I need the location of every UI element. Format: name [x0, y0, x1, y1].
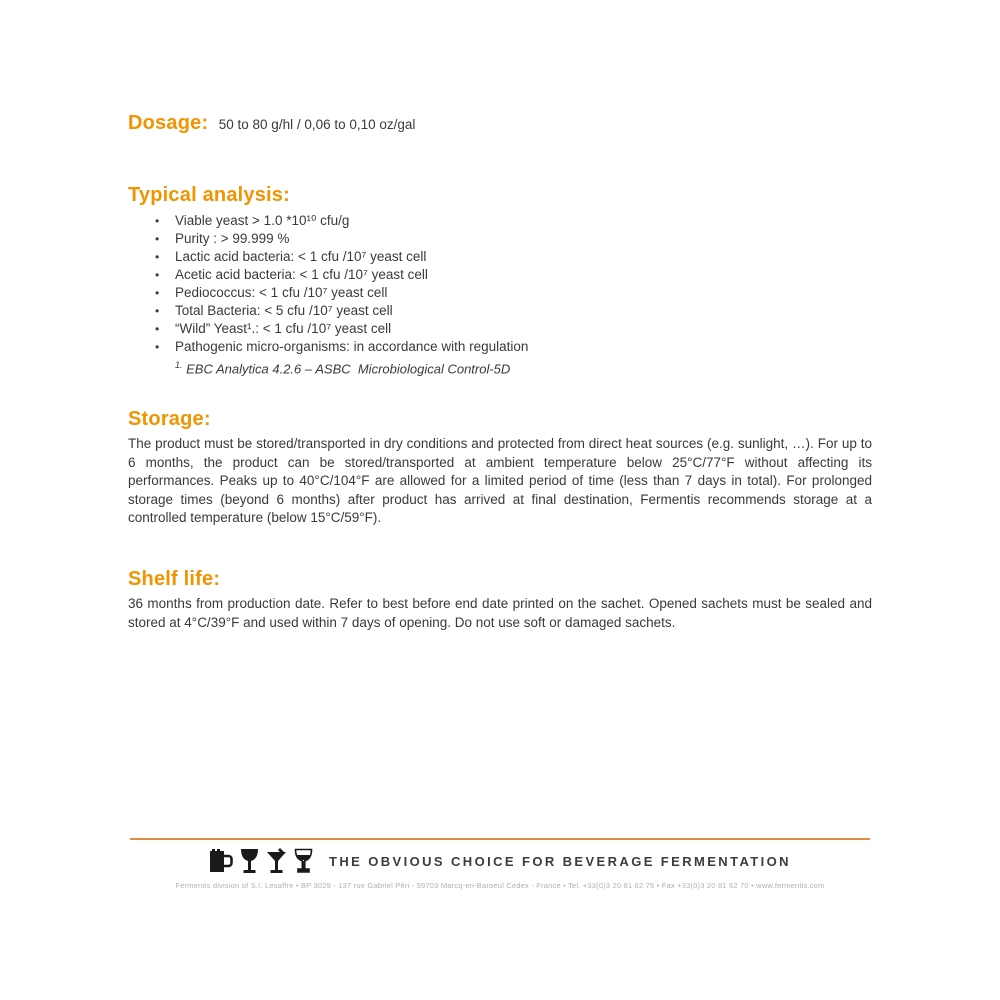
- analysis-list: [128, 212, 872, 356]
- footer-brand-row: [130, 845, 870, 877]
- footer-divider: [130, 838, 870, 840]
- list-item: [128, 266, 872, 284]
- list-item-text: Purity : > 99.999 %: [175, 231, 290, 246]
- dosage-heading: Dosage:: [128, 112, 209, 134]
- brand-tagline: THE OBVIOUS CHOICE FOR BEVERAGE FERMENTATION: [329, 853, 791, 869]
- analysis-footnote: [128, 356, 872, 378]
- beer-mug-icon: [209, 848, 233, 874]
- beverage-icons: [209, 848, 313, 874]
- list-item-text: Viable yeast > 1.0 *10¹⁰ cfu/g: [175, 213, 350, 228]
- bullet-dot: •: [155, 232, 160, 246]
- storage-heading: Storage:: [128, 408, 211, 430]
- list-item: [128, 284, 872, 302]
- bullet-dot: •: [155, 286, 160, 300]
- list-item: [128, 248, 872, 266]
- bullet-dot: •: [155, 322, 160, 336]
- bullet-dot: •: [155, 304, 160, 318]
- shelf-life-paragraph: 36 months from production date. Refer to best before end date printed on the sachet. Opened sachets must be sealed and stored at 4°C/39°F and used within 7 days of opening. Do not use soft or damaged sachets.: [128, 596, 872, 630]
- list-item: [128, 230, 872, 248]
- list-item-text: Pathogenic micro-organisms: in accordance with regulation: [175, 339, 529, 354]
- list-item-text: “Wild” Yeast¹.: < 1 cfu /10⁷ yeast cell: [175, 321, 392, 336]
- typical-analysis-section: [128, 184, 872, 378]
- list-item: [128, 338, 872, 356]
- wine-glass-icon: [240, 848, 259, 874]
- list-item: [128, 212, 872, 230]
- bullet-dot: •: [155, 268, 160, 282]
- shelf-life-section: [128, 568, 872, 632]
- footer-address: Fermentis division of S.I. Lesaffre • BP 3029 - 137 rue Gabriel Péri - 59703 Marcq-en-Baroeul Cedex - France • Tel. +33(0)3 20 81 62 75 • Fax +33(0)3 20 81 62 70 • www.fermentis.com: [175, 881, 825, 890]
- list-item-text: Pediococcus: < 1 cfu /10⁷ yeast cell: [175, 285, 388, 300]
- storage-section: [128, 408, 872, 528]
- storage-paragraph: The product must be stored/transported in dry conditions and protected from direct heat sources (e.g. sunlight, …). For up to 6 months, the product can be stored/transported at ambient temperature below 25°C/77°F without affecting its performances. Peaks up to 40°C/104°F are allowed for a limited period of time (less than 7 days in total). For prolonged storage times (beyond 6 months) after product has arrived at final destination, Fermentis recommends storage at a controlled temperature (below 15°C/59°F).: [128, 436, 872, 525]
- dosage-section: [128, 112, 872, 135]
- bullet-dot: •: [155, 250, 160, 264]
- goblet-icon: [294, 848, 313, 874]
- footnote-marker: 1.: [175, 360, 183, 370]
- footnote-text: EBC Analytica 4.2.6 – ASBC Microbiological Control-5D: [182, 361, 511, 377]
- dosage-value: 50 to 80 g/hl / 0,06 to 0,10 oz/gal: [218, 117, 416, 132]
- list-item-text: Acetic acid bacteria: < 1 cfu /10⁷ yeast cell: [175, 267, 428, 282]
- list-item: [128, 302, 872, 320]
- bullet-dot: •: [155, 214, 160, 228]
- list-item: [128, 320, 872, 338]
- cocktail-glass-icon: [266, 848, 287, 874]
- list-item-text: Total Bacteria: < 5 cfu /10⁷ yeast cell: [175, 303, 393, 318]
- shelf-life-heading: Shelf life:: [128, 568, 221, 590]
- typical-analysis-heading: Typical analysis:: [128, 184, 290, 206]
- list-item-text: Lactic acid bacteria: < 1 cfu /10⁷ yeast cell: [175, 249, 427, 264]
- bullet-dot: •: [155, 340, 160, 354]
